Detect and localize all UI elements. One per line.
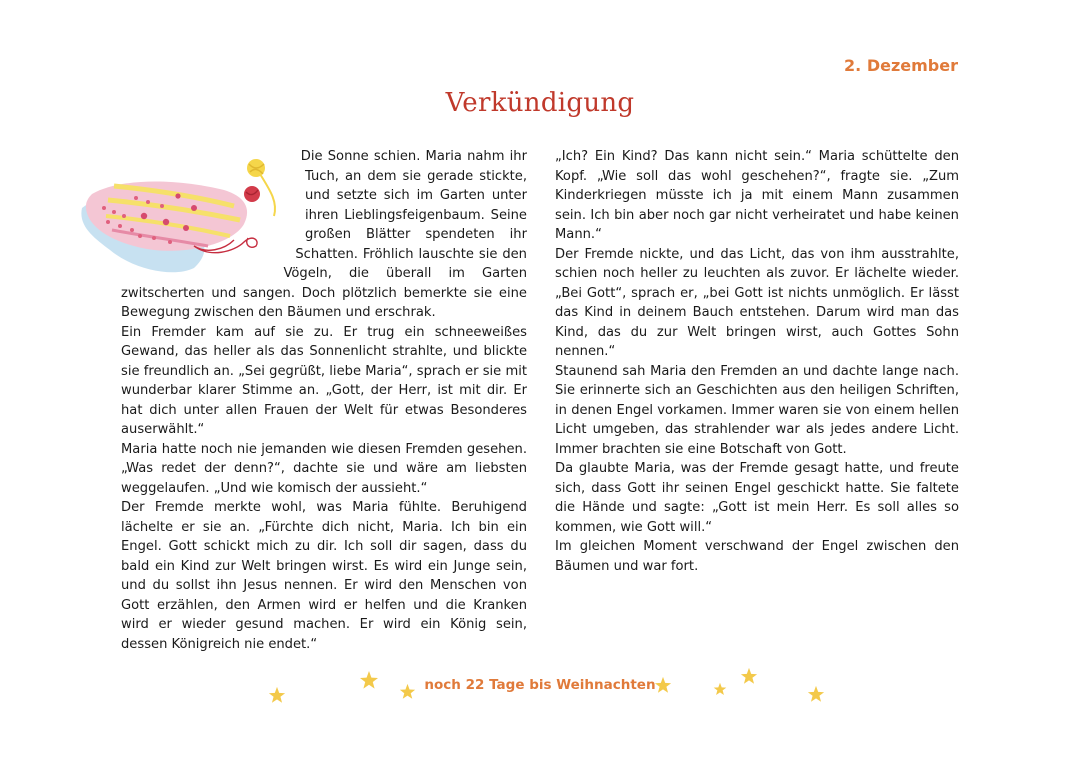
countdown-label: noch 22 Tage bis Weihnachten bbox=[424, 677, 656, 693]
star-icon bbox=[807, 685, 825, 703]
star-icon bbox=[399, 683, 416, 700]
star-icon bbox=[268, 686, 286, 704]
paragraph: Der Fremde merkte wohl, was Maria fühlte. Beruhigend lächelte er sie an. „Fürchte dich nicht, Maria. Ich bin ein Engel. Gott schickt mich zu dir. Ich soll dir sagen, dass du bald ein Kind zur Welt bringen wirst. Es wird ein Junge sein, und du sollst ihn Jesus nennen. Er wird den Menschen von Gott erzählen, den Armen wird er helfen und die Kranken wird er wieder gesund machen. Er wird ein König sein, dessen Königreich nie endet.“ bbox=[121, 500, 527, 652]
date-label: 2. Dezember bbox=[844, 56, 958, 75]
paragraph: „Ich? Ein Kind? Das kann nicht sein.“ Maria schüttelte den Kopf. „Wie soll das wohl geschehen?“, fragte sie. „Zum Kinderkriegen müsste ich ja mit einem Mann zusammen sein. Ich bin aber noch gar nicht verheiratet und habe keinen Mann.“ bbox=[555, 149, 959, 242]
paragraph: Staunend sah Maria den Fremden an und dachte lange nach. Sie erinnerte sich an Geschichten aus den heiligen Schriften, in denen Engel vorkamen. Immer waren sie von einem hellen Licht umgeben, das strahlender war als jedes andere Licht. Immer brachten sie eine Botschaft von Gott. bbox=[555, 363, 959, 457]
paragraph: Der Fremde nickte, und das Licht, das von ihm ausstrahlte, schien noch heller zu leuchten als zuvor. Er lächelte wieder. „Bei Gott“, sprach er, „bei Gott ist nichts unmöglich. Er lässt das Kind in deinem Bauch entstehen. Darum wird man das Kind, das du zur Welt bringen wirst, auch Gottes Sohn nennen.“ bbox=[555, 246, 959, 359]
page-title: Verkündigung bbox=[445, 88, 635, 118]
star-icon bbox=[654, 676, 672, 694]
paragraph: Da glaubte Maria, was der Fremde gesagt hatte, und freute sich, dass Gott ihr seinen Engel geschickt hatte. Sie faltete die Hände und sagte: „Gott ist mein Herr. Es soll alles so kommen, wie Gott will.“ bbox=[555, 461, 959, 535]
star-icon bbox=[359, 670, 379, 690]
paragraph: Im gleichen Moment verschwand der Engel zwischen den Bäumen und war fort. bbox=[555, 539, 959, 574]
left-text-column bbox=[121, 147, 527, 654]
right-text-column bbox=[555, 147, 959, 576]
star-icon bbox=[713, 682, 727, 696]
illustration-space bbox=[121, 147, 305, 283]
star-icon bbox=[740, 667, 758, 685]
paragraph: Die Sonne schien. Maria nahm ihr Tuch, an dem sie gerade stickte, und setzte sich im Garten unter ihren Lieblingsfeigenbaum. Seine großen Blätter spendeten ihr Schatten. Fröhlich lauschte sie den Vögeln, die überall im Garten zwitscherten und sangen. Doch plötzlich bemerkte sie eine Bewegung zwischen den Bäumen und erschrak. bbox=[121, 149, 527, 320]
paragraph: Ein Fremder kam auf sie zu. Er trug ein schneeweißes Gewand, das heller als das Sonnenlicht strahlte, und blickte sie freundlich an. „Sei gegrüßt, liebe Maria“, sprach er sie mit wunderbar klarer Stimme an. „Gott, der Herr, ist mit dir. Er hat dich unter allen Frauen der Welt für etwas Besonderes auserwählt.“ bbox=[121, 324, 527, 437]
paragraph: Maria hatte noch nie jemanden wie diesen Fremden gesehen. „Was redet der denn?“, dachte sie und wäre am liebsten weggelaufen. „Und wie komisch der aussieht.“ bbox=[121, 441, 527, 496]
